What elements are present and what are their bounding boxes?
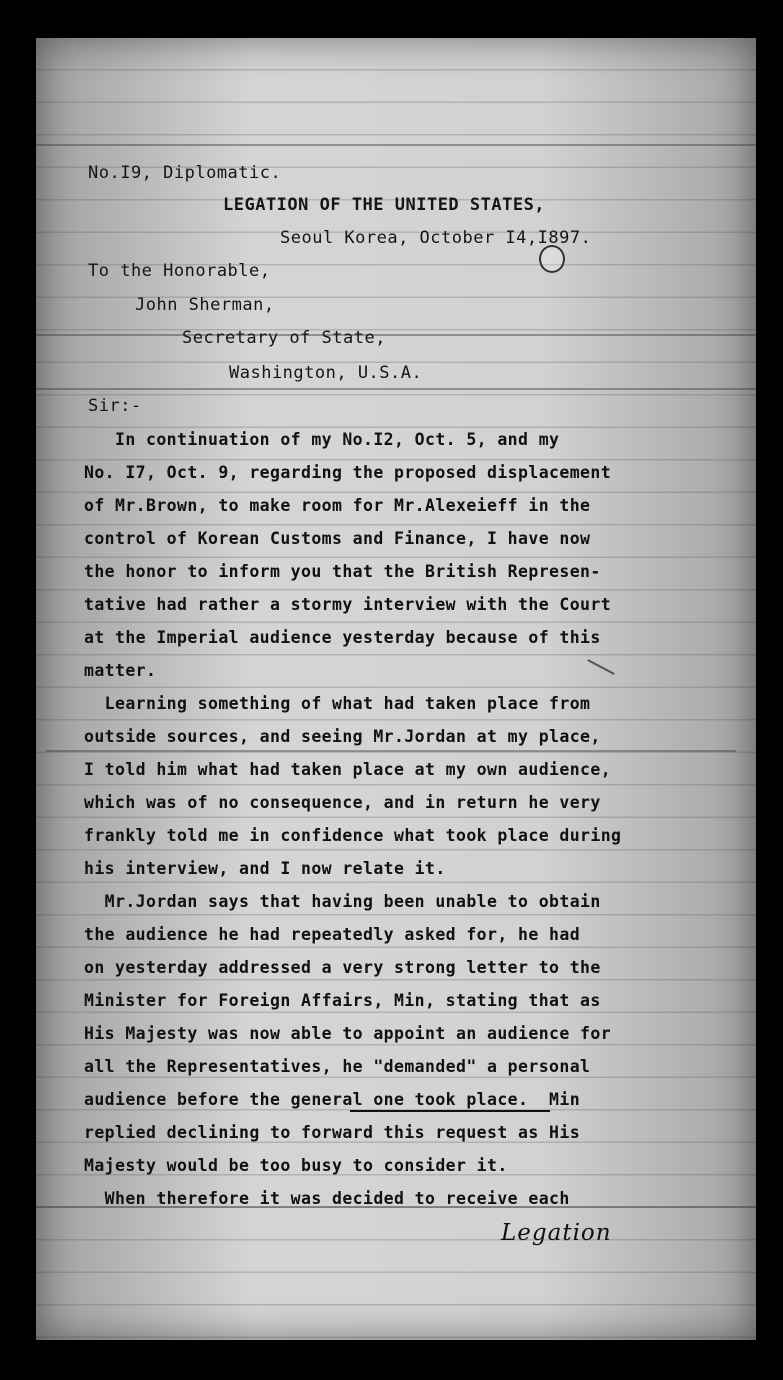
body-line: of Mr.Brown, to make room for Mr.Alexeieff in the: [84, 496, 591, 515]
punch-hole-mark: [539, 245, 565, 273]
body-line: the honor to inform you that the British Represen-: [84, 562, 601, 581]
body-line: audience before the general one took place. Min: [84, 1090, 581, 1109]
body-line: which was of no consequence, and in return he very: [84, 793, 601, 812]
addressee-line-4: Washington, U.S.A.: [229, 363, 423, 383]
body-line: replied declining to forward this request as His: [84, 1123, 581, 1142]
body-line: Minister for Foreign Affairs, Min, stating that as: [84, 991, 601, 1010]
body-line: the audience he had repeatedly asked for, he had: [84, 925, 581, 944]
body-line: control of Korean Customs and Finance, I have now: [84, 529, 591, 548]
document-page: [36, 38, 756, 1340]
body-line: matter.: [84, 661, 157, 680]
scratch-mark: [46, 750, 736, 752]
body-line: on yesterday addressed a very strong letter to the: [84, 958, 601, 977]
ruled-line: [36, 144, 756, 146]
body-line: at the Imperial audience yesterday because of this: [84, 628, 601, 647]
body-line: In continuation of my No.I2, Oct. 5, and my: [84, 430, 560, 449]
dispatch-number: No.I9, Diplomatic.: [88, 163, 282, 183]
addressee-line-2: John Sherman,: [135, 295, 275, 315]
pencil-tick-mark: [587, 659, 614, 675]
addressee-line-1: To the Honorable,: [88, 261, 271, 281]
body-line: No. I7, Oct. 9, regarding the proposed displacement: [84, 463, 612, 482]
body-line: When therefore it was decided to receive each: [84, 1189, 570, 1208]
pencil-underline: [350, 1110, 550, 1112]
body-line: Mr.Jordan says that having been unable to obtain: [84, 892, 601, 911]
body-line: outside sources, and seeing Mr.Jordan at my place,: [84, 727, 601, 746]
body-line: his interview, and I now relate it.: [84, 859, 446, 878]
legation-heading: LEGATION OF THE UNITED STATES,: [223, 195, 546, 215]
ruled-line: [36, 388, 756, 390]
addressee-line-3: Secretary of State,: [182, 328, 386, 348]
ruled-line: [36, 334, 756, 336]
place-date-line: Seoul Korea, October I4,I897.: [280, 228, 592, 248]
body-line: frankly told me in confidence what took place during: [84, 826, 622, 845]
body-line: Learning something of what had taken place from: [84, 694, 591, 713]
body-line: Majesty would be too busy to consider it.: [84, 1156, 508, 1175]
handwritten-catchword: Legation: [501, 1220, 612, 1246]
salutation: Sir:-: [88, 396, 142, 416]
body-line: His Majesty was now able to appoint an audience for: [84, 1024, 612, 1043]
body-line: all the Representatives, he "demanded" a personal: [84, 1057, 591, 1076]
body-line: I told him what had taken place at my own audience,: [84, 760, 612, 779]
body-line: tative had rather a stormy interview with the Court: [84, 595, 612, 614]
